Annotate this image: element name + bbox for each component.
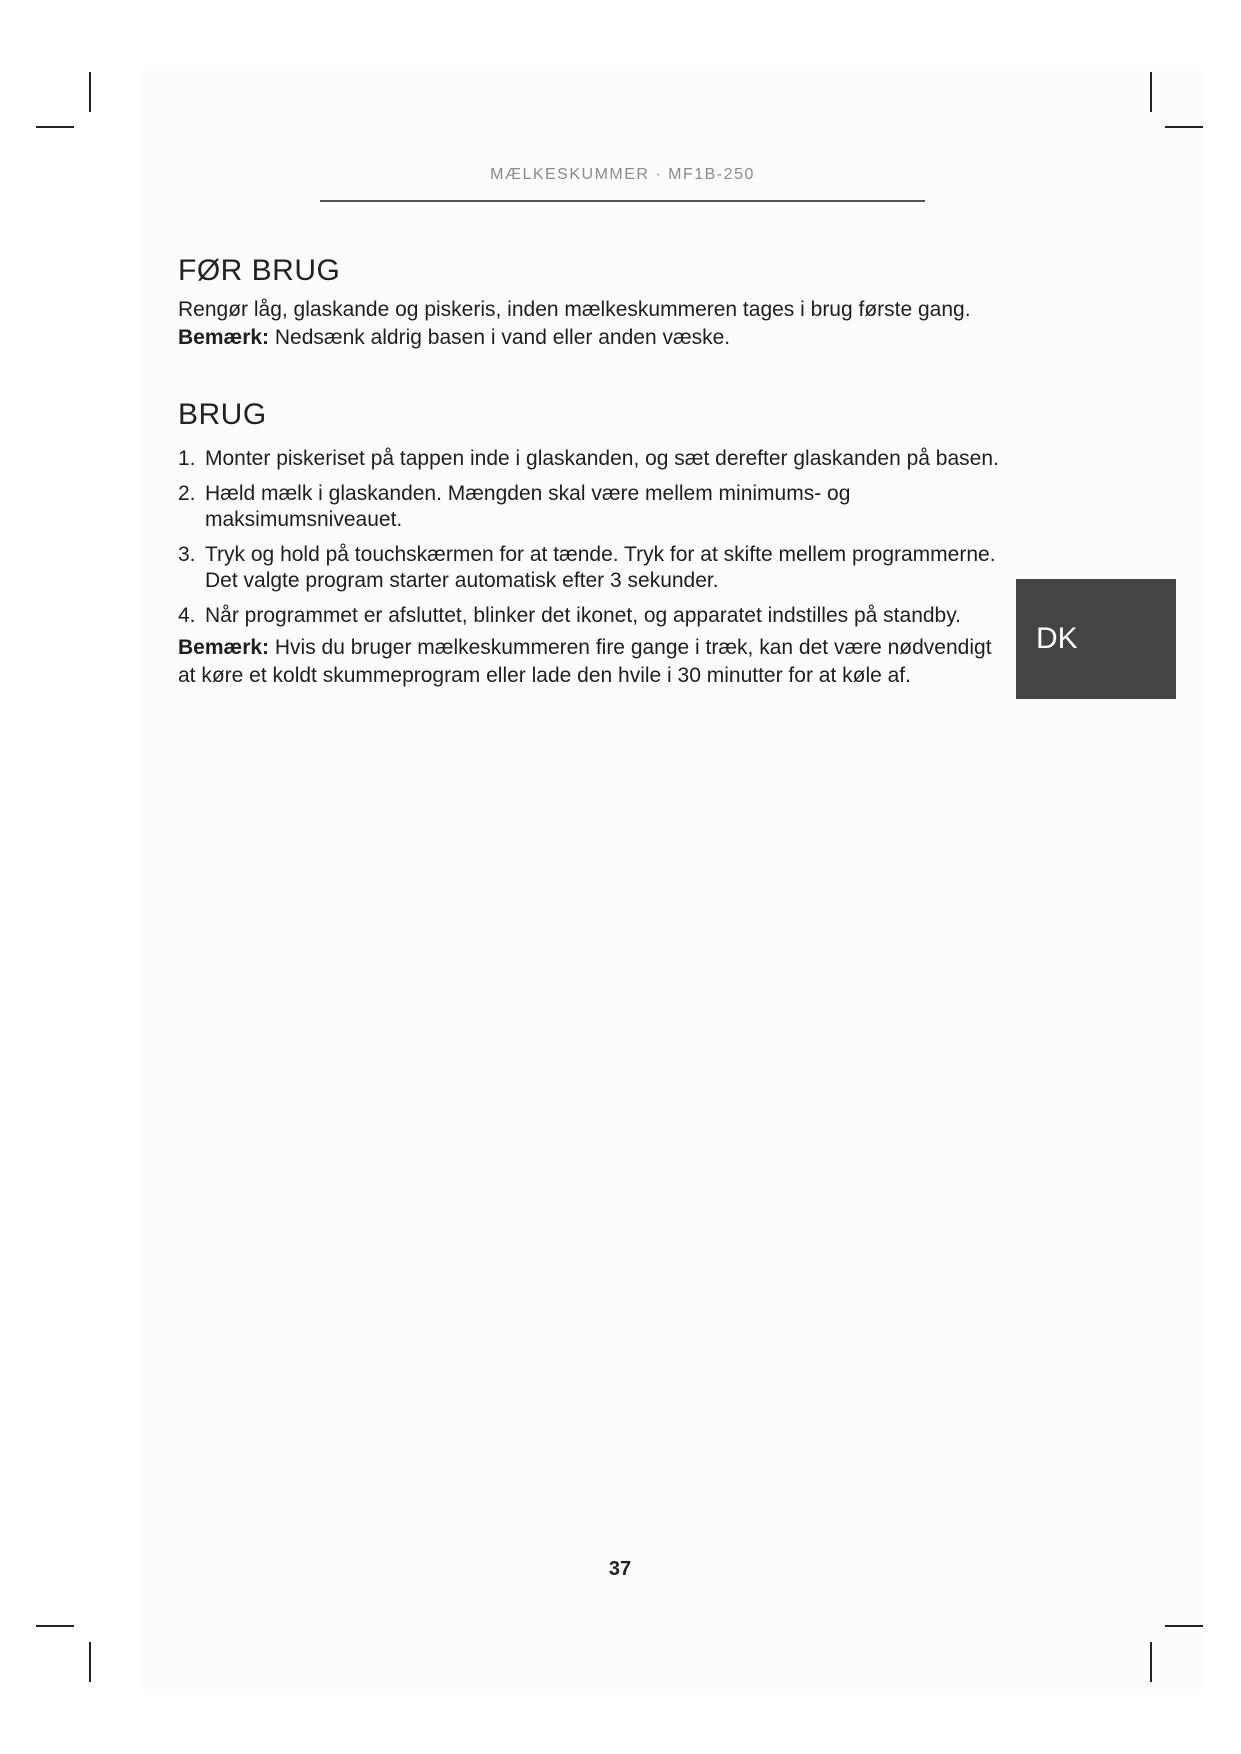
list-item [178,446,1008,472]
step-number: 4. [178,604,196,627]
use-note [178,634,1008,690]
note-label: Bemærk: [178,326,270,349]
crop-mark [89,1642,91,1682]
step-text: Monter piskeriset på tappen inde i glaskanden, og sæt derefter glaskanden på basen. [205,447,999,470]
use-section [178,398,1008,690]
note-label: Bemærk: [178,636,270,659]
step-text: Hæld mælk i glaskanden. Mængden skal være mellem minimums- og maksimumsniveauet. [205,482,851,531]
header-divider [320,200,925,202]
language-tab: DK [1016,579,1176,699]
use-steps-list [178,446,1008,629]
running-header: MÆLKESKUMMER · MF1B-250 [490,166,755,183]
crop-mark [1150,72,1152,112]
crop-mark [1165,1625,1203,1627]
step-number: 1. [178,447,196,470]
before-use-section [178,254,1008,352]
crop-mark [89,72,91,112]
before-use-heading: FØR BRUG [178,254,341,287]
before-use-text: Rengør låg, glaskande og piskeris, inden mælkeskummeren tages i brug første gang. [178,298,971,321]
crop-mark [36,126,74,128]
note-text: Nedsænk aldrig basen i vand eller anden væske. [269,326,731,349]
crop-mark [1150,1642,1152,1682]
step-number: 3. [178,543,196,566]
main-content [178,254,1008,690]
page-number: 37 [608,1558,632,1580]
step-text: Når programmet er afsluttet, blinker det ikonet, og apparatet indstilles på standby. [205,604,962,627]
before-use-note [178,324,1008,352]
note-text: Hvis du bruger mælkeskummeren fire gange i træk, kan det være nødvendigt at køre et koldt skummeprogram eller lade den hvile i 30 minutter for at køle af. [178,636,992,687]
step-text: Tryk og hold på touchskærmen for at tænde. Tryk for at skifte mellem programmerne. Det valgte program starter automatisk efter 3 sekunder. [205,543,996,592]
list-item [178,481,1008,533]
crop-mark [1165,126,1203,128]
list-item [178,603,1008,629]
step-number: 2. [178,482,196,505]
list-item [178,542,1008,594]
crop-mark [36,1625,74,1627]
use-heading: BRUG [178,398,267,431]
